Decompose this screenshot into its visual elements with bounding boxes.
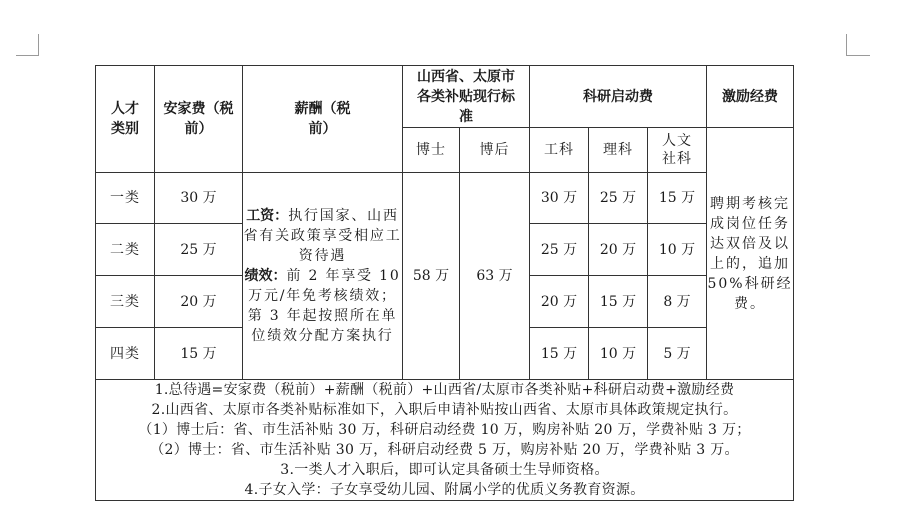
header-category: 人才类别 <box>96 66 155 173</box>
row-research-hum: 15 万 <box>648 173 707 224</box>
row-settle: 25 万 <box>155 224 243 276</box>
perf-label: 绩效： <box>244 268 287 284</box>
note-line: （2）博士：省、市生活补贴 30 万，科研启动经费 5 万，购房补贴 20 万，学费补贴 3 万。 <box>150 442 739 458</box>
row-research-sci: 20 万 <box>589 224 648 276</box>
row-research-sci: 15 万 <box>589 276 648 328</box>
row-research-eng: 25 万 <box>530 224 589 276</box>
header-settle: 安家费（税前） <box>155 66 243 173</box>
row-category: 四类 <box>96 328 155 380</box>
wage-text: 执行国家、山西省有关政策享受相应工资待遇 <box>243 208 402 264</box>
page-corner-mark <box>846 55 870 56</box>
note-line: 3.一类人才入职后，即可认定具备硕士生导师资格。 <box>280 462 609 478</box>
header-research: 科研启动费 <box>530 66 707 128</box>
wage-label: 工资： <box>246 208 289 224</box>
note-line: 1.总待遇=安家费（税前）+薪酬（税前）+山西省/太原市各类补贴+科研启动费+激励经费 <box>154 382 735 398</box>
row-settle: 30 万 <box>155 173 243 224</box>
subheader-engineering: 工科 <box>530 128 589 173</box>
page-corner-mark <box>846 34 847 56</box>
note-line: （1）博士后：省、市生活补贴 30 万，科研启动经费 10 万，购房补贴 20 万，学费补贴 3 万； <box>138 422 751 438</box>
row-research-hum: 5 万 <box>648 328 707 380</box>
note-line: 4.子女入学：子女享受幼儿园、附属小学的优质义务教育资源。 <box>244 482 645 498</box>
row-research-eng: 20 万 <box>530 276 589 328</box>
row-settle: 15 万 <box>155 328 243 380</box>
page-corner-mark <box>16 55 39 56</box>
subsidy-phd: 58 万 <box>403 173 460 380</box>
row-category: 一类 <box>96 173 155 224</box>
row-research-hum: 8 万 <box>648 276 707 328</box>
subheader-science: 理科 <box>589 128 648 173</box>
subheader-humanities: 人文社科 <box>648 128 707 173</box>
row-category: 三类 <box>96 276 155 328</box>
perf-text: 前 2 年享受 10 万元/年免考核绩效；第 3 年起按照所在单位绩效分配方案执行 <box>247 268 401 344</box>
header-subsidy: 山西省、太原市各类补贴现行标准 <box>403 66 530 128</box>
subsidy-postdoc: 63 万 <box>460 173 530 380</box>
row-category: 二类 <box>96 224 155 276</box>
header-salary: 薪酬（税前） <box>243 66 403 173</box>
salary-text <box>243 173 403 380</box>
header-incentive: 激励经费 <box>707 66 794 128</box>
incentive-text: 聘期考核完成岗位任务达双倍及以上的，追加 50%科研经费。 <box>707 128 794 380</box>
subheader-phd: 博士 <box>403 128 460 173</box>
notes-block <box>96 380 794 501</box>
talent-benefits-table <box>95 65 794 501</box>
subheader-postdoc: 博后 <box>460 128 530 173</box>
row-research-sci: 10 万 <box>589 328 648 380</box>
note-line: 2.山西省、太原市各类补贴标准如下，入职后申请补贴按山西省、太原市具体政策规定执行。 <box>151 402 738 418</box>
row-research-sci: 25 万 <box>589 173 648 224</box>
row-research-eng: 30 万 <box>530 173 589 224</box>
row-settle: 20 万 <box>155 276 243 328</box>
row-research-hum: 10 万 <box>648 224 707 276</box>
row-research-eng: 15 万 <box>530 328 589 380</box>
page-corner-mark <box>38 34 39 56</box>
